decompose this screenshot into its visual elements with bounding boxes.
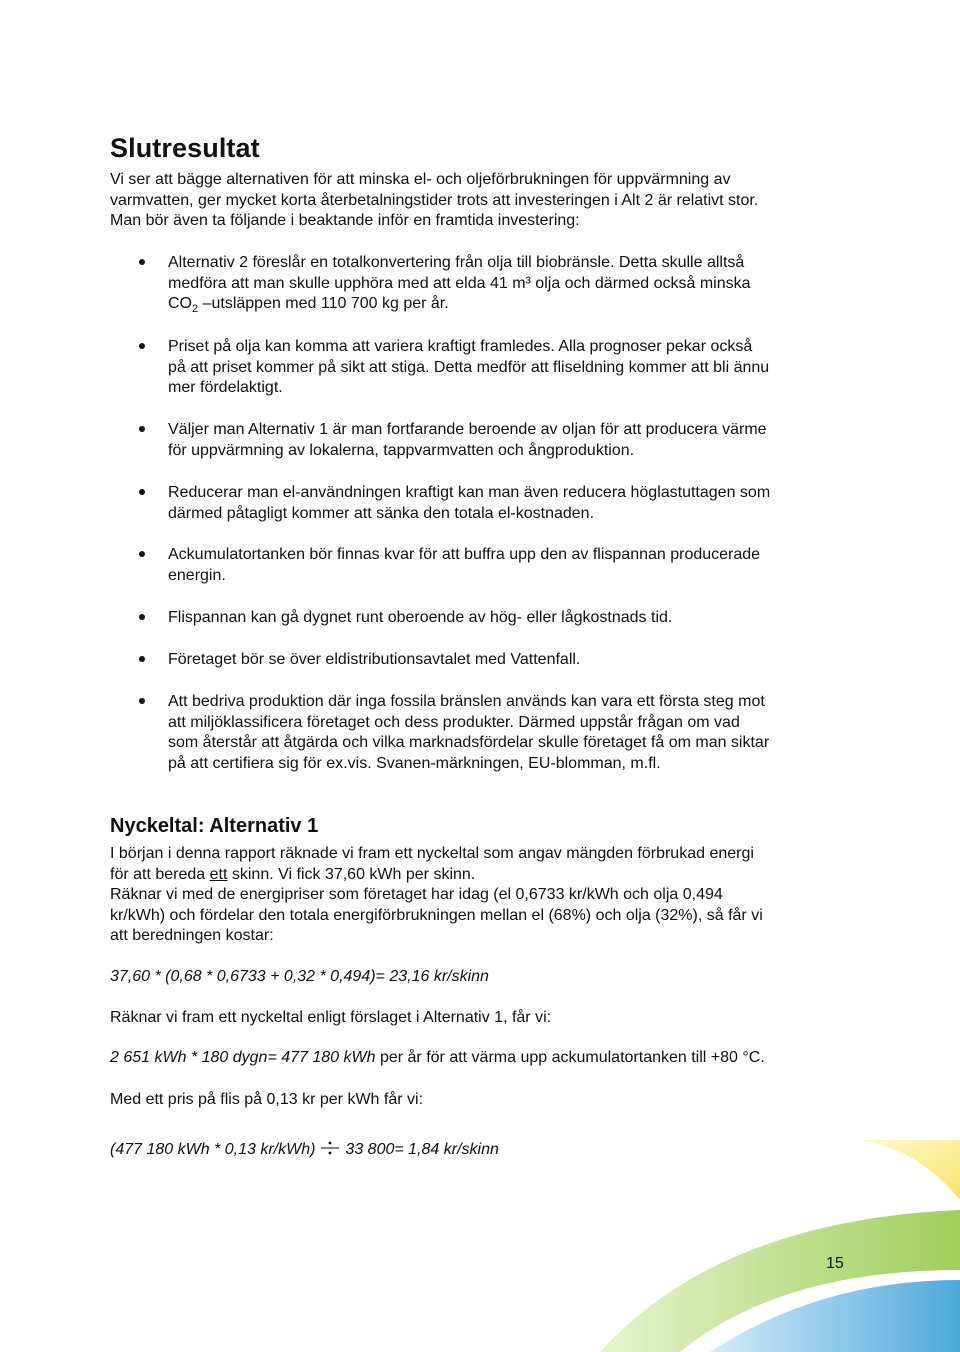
paragraph-line: Räknar vi med de energipriser som företaget har idag (el 0,6733 kr/kWh och olja 0,494 (110, 886, 723, 903)
subsection-heading: Nyckeltal: Alternativ 1 (110, 815, 319, 837)
intro-line-1: Vi ser att bägge alternativen för att minska el- och oljeförbrukningen för uppvärmning av (110, 171, 731, 188)
paragraph-line: I början i denna rapport räknade vi fram ett nyckeltal som angav mängden förbrukad energi (110, 845, 754, 862)
list-item-line: Reducerar man el-användningen kraftigt kan man även reducera höglastuttagen som (168, 484, 771, 501)
bullet-dot (139, 259, 145, 265)
co2-text: CO (168, 295, 192, 312)
list-item-line: på att certifiera sig för ex.vis. Svanen-märkningen, EU-blomman, m.fl. (168, 754, 661, 772)
list-item-line: som återstår att åtgärda och vilka marknadsfördelar skulle företaget få om man siktar (168, 734, 770, 751)
list-item-line: energin. (168, 566, 226, 584)
list-item-line: för uppvärmning av lokalerna, tappvarmvatten och ångproduktion. (168, 441, 635, 459)
list-item-line: medföra att man skulle upphöra med att elda 41 m³ olja och därmed också minska (168, 274, 751, 292)
formula-2-text: per år för att värma upp ackumulatortanken till +80 °C. (375, 1049, 765, 1066)
paragraph-line: att beredningen kostar: (110, 927, 274, 944)
bullet-dot (139, 551, 145, 557)
text-run: skinn. Vi fick 37,60 kWh per skinn. (227, 865, 476, 883)
list-item-line: Alternativ 2 föreslår en totalkonvertering från olja till biobränsle. Detta skulle alltså (168, 254, 745, 271)
paragraph-line: kr/kWh) och fördelar den totala energiförbrukningen mellan el (68%) och olja (32%), så får vi (110, 906, 763, 924)
formula-3 (110, 1140, 499, 1161)
list-item-line: att miljöklassificera företaget och dess produkter. Därmed uppstår frågan om vad (168, 713, 740, 731)
paragraph-line (110, 865, 475, 886)
list-item-line: Företaget bör se över eldistributionsavtalet med Vattenfall. (168, 651, 581, 668)
paragraph-line: Med ett pris på flis på 0,13 kr per kWh får vi: (110, 1091, 424, 1108)
logo-sun-shape (860, 1140, 960, 1200)
list-item-line (168, 294, 449, 320)
formula-2-italic: 2 651 kWh * 180 dygn= 477 180 kWh (110, 1049, 376, 1066)
co2-subscript: 2 (192, 303, 199, 316)
bullet-dot (139, 426, 145, 432)
logo-swoosh-graphic (560, 1140, 960, 1352)
list-item-line: Priset på olja kan komma att variera kraftigt framledes. Alla prognoser pekar också (168, 338, 753, 355)
list-item-line: mer fördelaktigt. (168, 379, 283, 396)
underlined-word: ett (209, 865, 228, 883)
formula-2 (110, 1048, 765, 1069)
text-run: för att bereda (110, 865, 210, 883)
list-item-line: Väljer man Alternativ 1 är man fortfarande beroende av oljan för att producera värme (168, 421, 767, 438)
formula-3-part-a: (477 180 kWh * 0,13 kr/kWh) (110, 1141, 316, 1158)
division-icon (317, 1140, 345, 1156)
intro-line-2: varmvatten, ger mycket korta återbetalningstider trots att investeringen i Alt 2 är relativt stor. (110, 191, 759, 209)
section-heading: Slutresultat (110, 133, 260, 163)
bullet-dot (139, 343, 145, 349)
list-item-line: på att priset kommer på sikt att stiga. Detta medför att fliseldning kommer att bli ännu (168, 358, 770, 376)
list-item-line: Att bedriva produktion där inga fossila bränslen används kan vara ett första steg mot (168, 693, 765, 710)
formula-3-part-b: 33 800= 1,84 kr/skinn (345, 1141, 499, 1158)
bullet-dot (139, 614, 145, 620)
paragraph-line: Räknar vi fram ett nyckeltal enligt förslaget i Alternativ 1, får vi: (110, 1009, 552, 1026)
list-item-line: Flispannan kan gå dygnet runt oberoende av hög- eller lågkostnads tid. (168, 609, 673, 626)
list-item-line: Ackumulatortanken bör finnas kvar för att buffra upp den av flispannan producerade (168, 546, 761, 563)
bullet-dot (139, 489, 145, 495)
formula-1: 37,60 * (0,68 * 0,6733 + 0,32 * 0,494)= 23,16 kr/skinn (110, 968, 489, 985)
intro-line-3: Man bör även ta följande i beaktande inför en framtida investering: (110, 212, 580, 229)
bullet-dot (139, 656, 145, 662)
bullet-dot (139, 698, 145, 704)
co2-suffix: –utsläppen med 110 700 kg per år. (198, 295, 449, 312)
page-number: 15 (826, 1255, 844, 1272)
list-item-line: därmed påtagligt kommer att sänka den totala el-kostnaden. (168, 504, 595, 522)
